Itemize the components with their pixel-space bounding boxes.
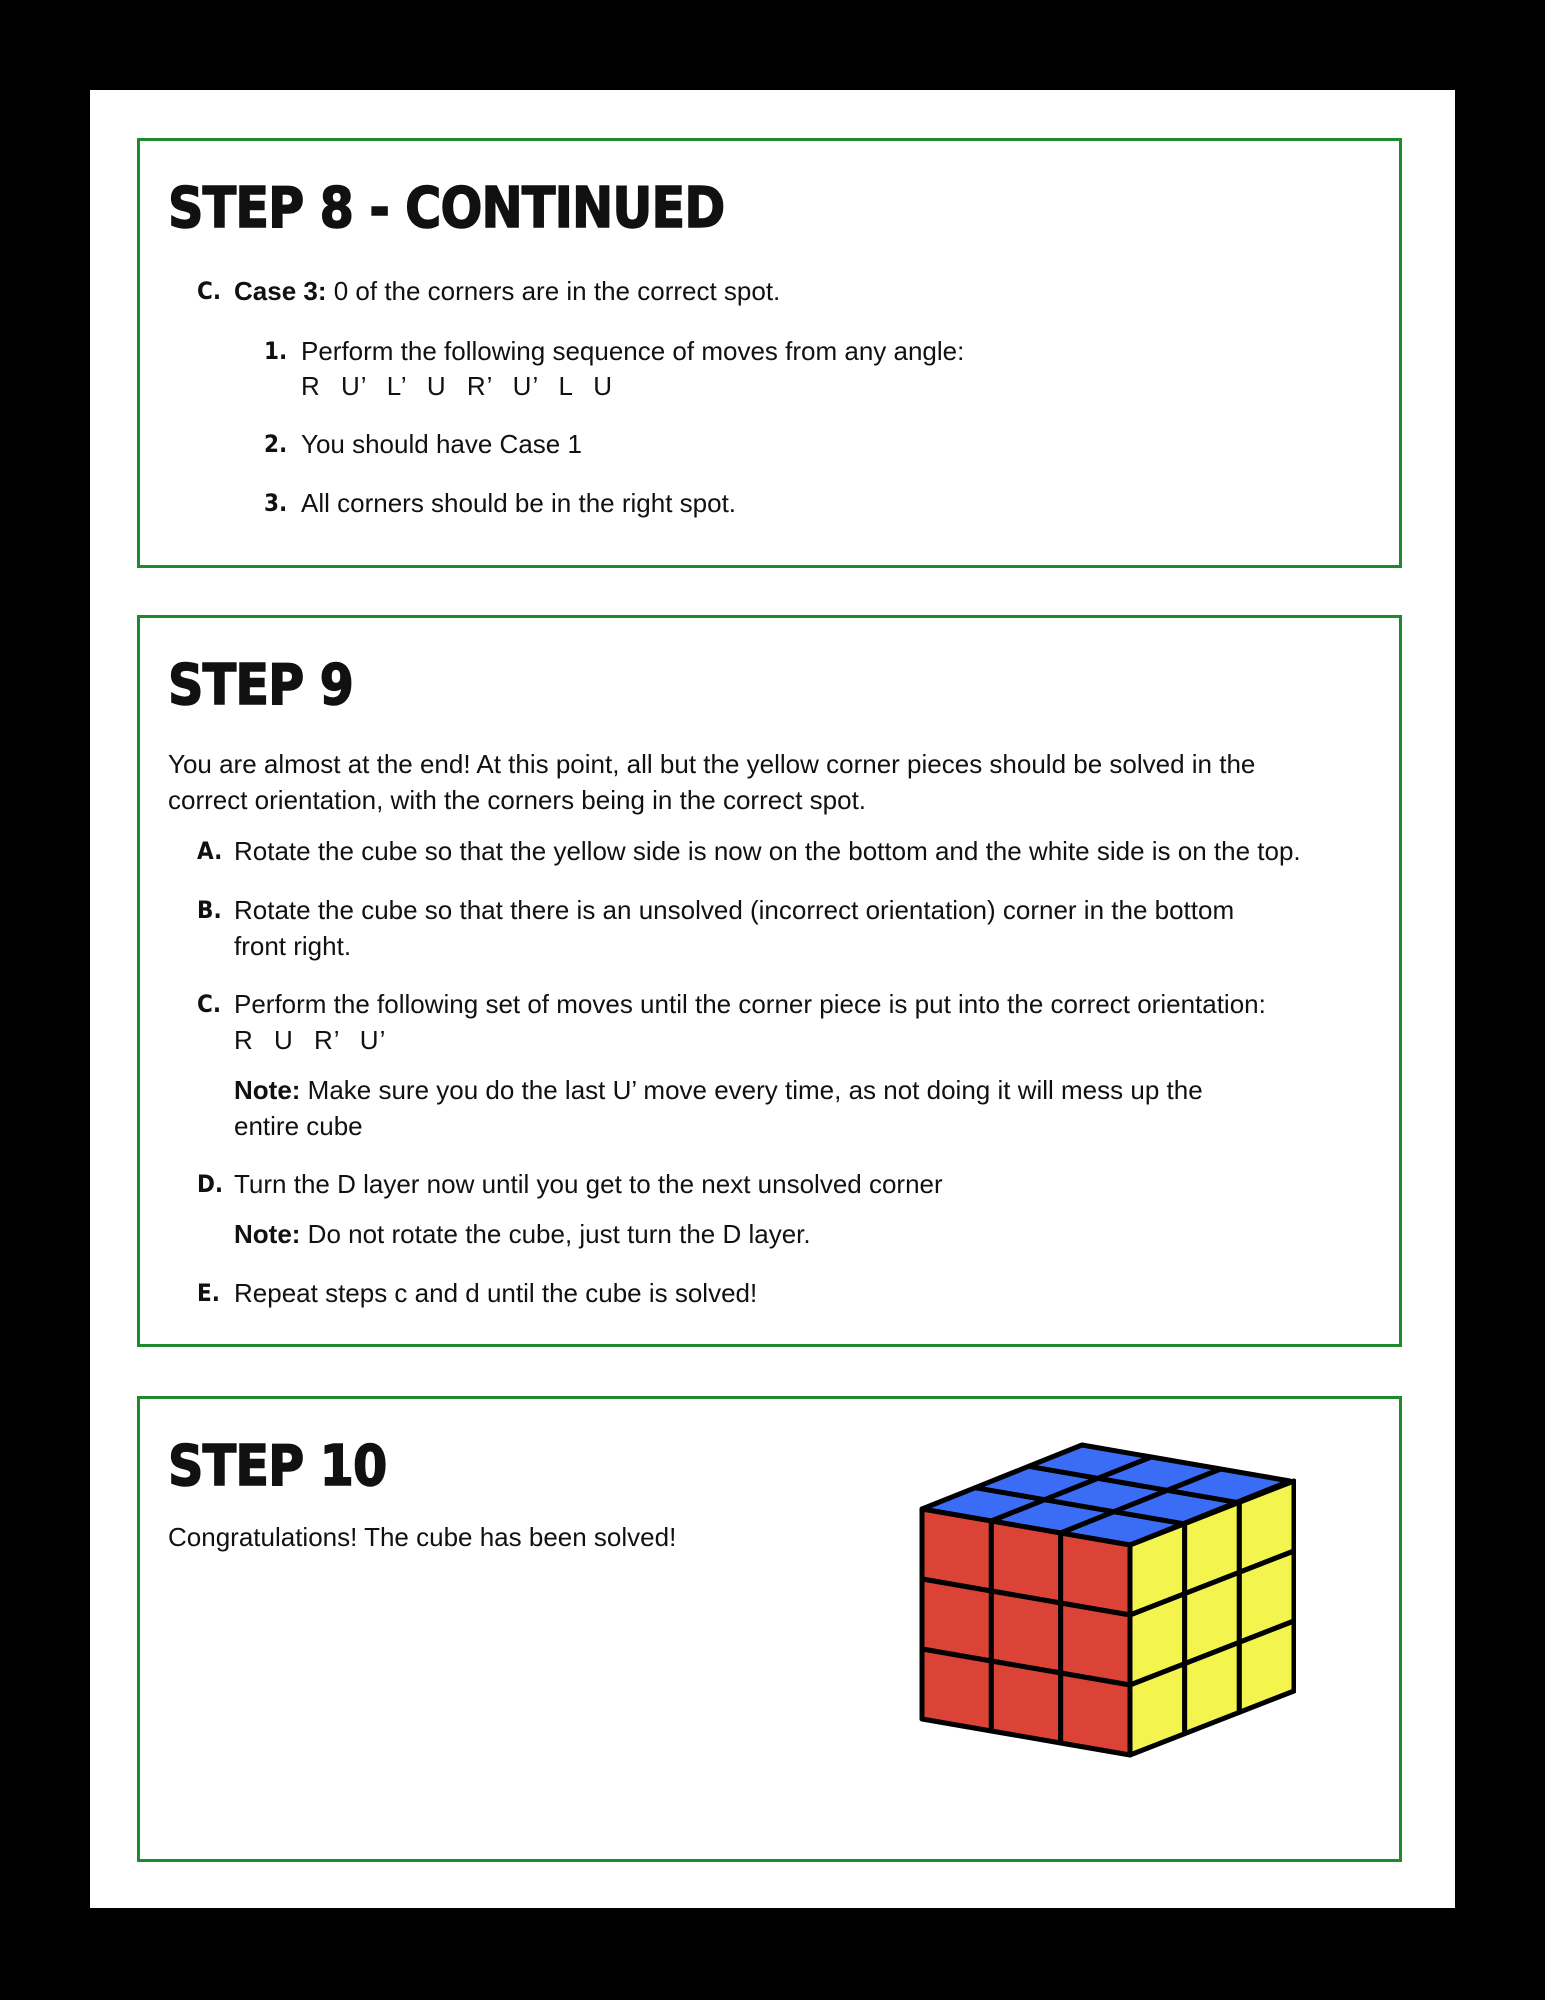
cube-front-face (922, 1509, 1130, 1755)
step8-item2-text: You should have Case 1 (301, 429, 582, 459)
step10-title: STEP 10 (168, 1434, 387, 1499)
case3-label: Case 3: (234, 276, 327, 306)
step9-item-b-line1: Rotate the cube so that there is an unsolved (incorrect orientation) corner in the bottom (234, 895, 1235, 925)
cube-sticker (991, 1661, 1060, 1743)
step9-intro-line1: You are almost at the end! At this point, all but the yellow corner pieces should be solved in the (168, 749, 1256, 779)
step9-section (137, 615, 1402, 1347)
rubiks-cube-icon (916, 1429, 1296, 1829)
case3-line (234, 273, 780, 309)
step9-item-c-line1: Perform the following set of moves until the corner piece is put into the correct orientation: (234, 989, 1266, 1019)
note-label: Note: (234, 1219, 301, 1249)
step9-item-d-text: Turn the D layer now until you get to the next unsolved corner (234, 1169, 943, 1199)
cube-sticker (922, 1649, 991, 1731)
step8-item1-marker: 1. (264, 337, 288, 365)
step9-item-e-text: Repeat steps c and d until the cube is solved! (234, 1278, 758, 1308)
step8-item1-moves: R U’ L’ U R’ U’ L U (301, 371, 613, 401)
step9-item-b-line2: front right. (234, 931, 352, 961)
step9-item-c-marker: C. (197, 990, 222, 1018)
case3-text: 0 of the corners are in the correct spot. (326, 276, 781, 306)
step9-title: STEP 9 (168, 653, 354, 718)
page (90, 90, 1455, 1908)
step10-text: Congratulations! The cube has been solved! (168, 1522, 677, 1552)
step9-item-b-marker: B. (197, 896, 222, 924)
step8-title: STEP 8 - CONTINUED (168, 176, 725, 241)
step9-item-a-marker: A. (197, 837, 223, 865)
step10-section (137, 1396, 1402, 1862)
step9-item-d-note (234, 1216, 811, 1252)
step9-intro-line2: correct orientation, with the corners being in the correct spot. (168, 785, 867, 815)
case3-marker: C. (197, 277, 222, 305)
step8-item2-marker: 2. (264, 430, 288, 458)
step9-item-a-text: Rotate the cube so that the yellow side is now on the bottom and the white side is on the top. (234, 836, 1301, 866)
step9-item-d-marker: D. (197, 1170, 224, 1198)
step8-item1-text: Perform the following sequence of moves from any angle: (301, 336, 965, 366)
step8-item3-marker: 3. (264, 489, 288, 517)
cube-sticker (1061, 1673, 1130, 1755)
step9-item-c-moves: R U R’ U’ (234, 1025, 387, 1055)
step9-item-c-note-line2: entire cube (234, 1111, 363, 1141)
step8-section (137, 138, 1402, 568)
step9-item-c-note-line1 (234, 1072, 1203, 1108)
note-label: Note: (234, 1075, 301, 1105)
step8-item3-text: All corners should be in the right spot. (301, 488, 737, 518)
step9-item-e-marker: E. (197, 1279, 220, 1307)
note-text: Do not rotate the cube, just turn the D layer. (300, 1219, 811, 1249)
note-text: Make sure you do the last U’ move every time, as not doing it will mess up the (300, 1075, 1203, 1105)
